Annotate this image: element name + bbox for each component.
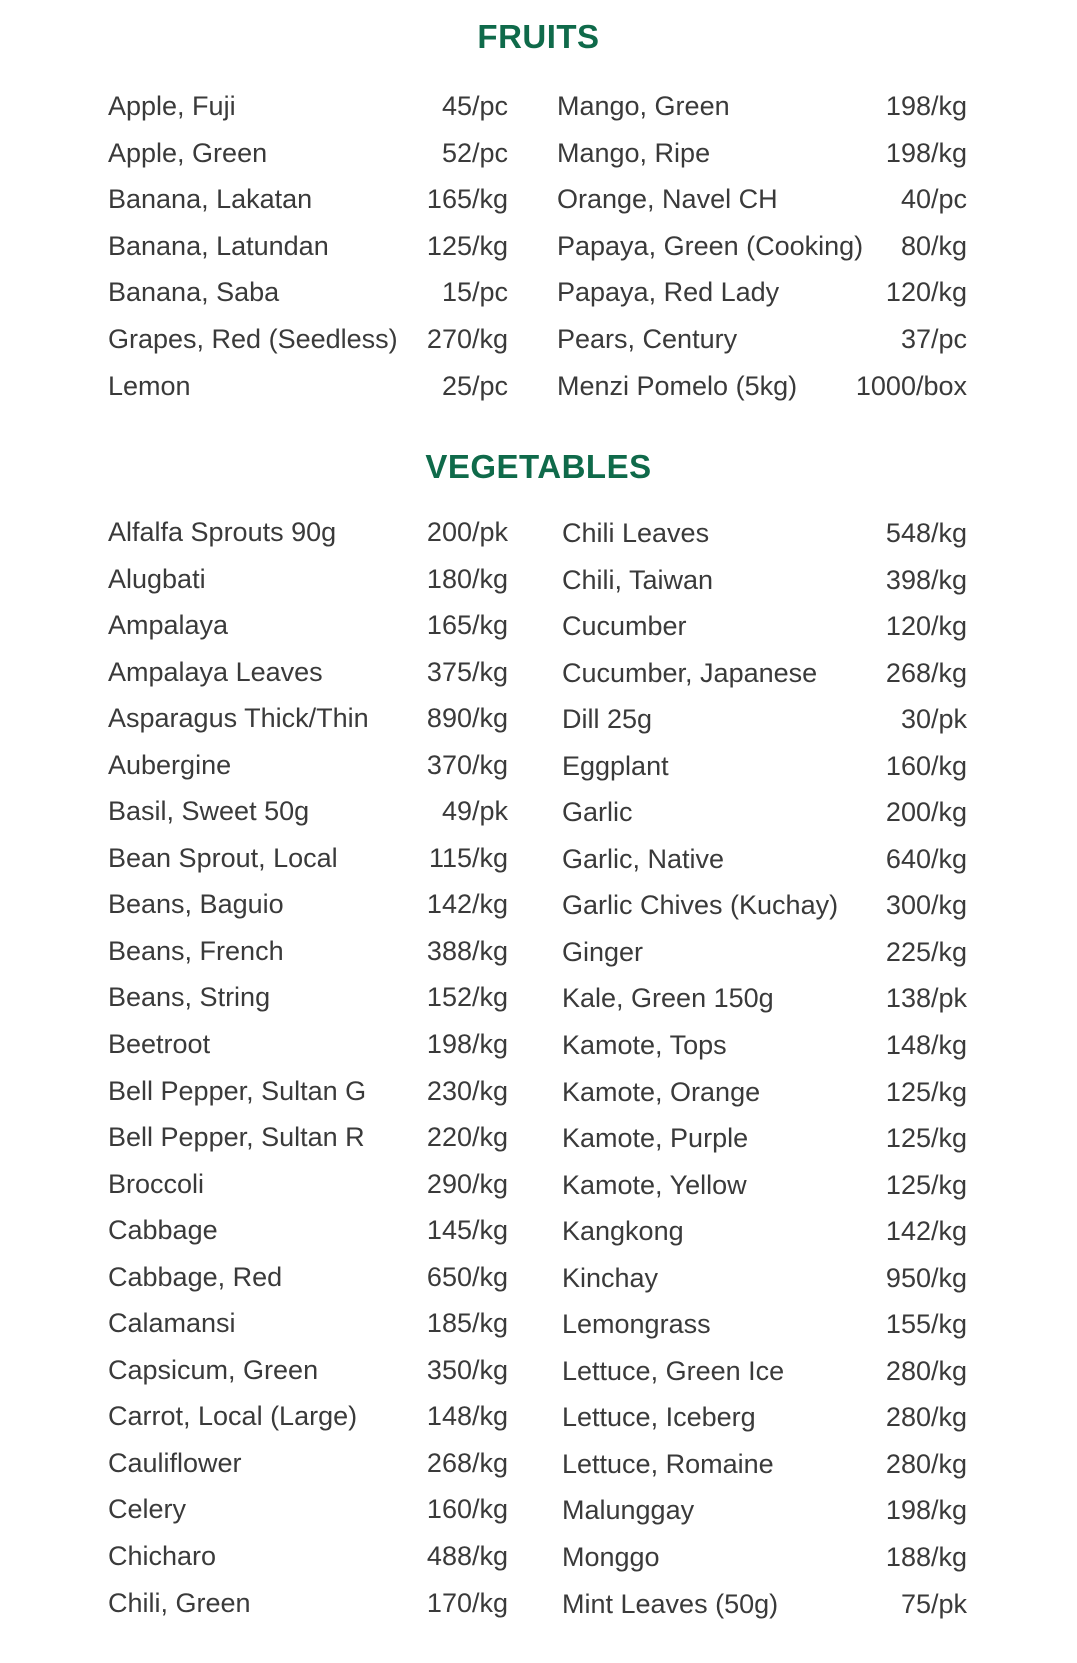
- item-price: 268/kg: [885, 657, 967, 688]
- price-row: [108, 363, 508, 410]
- item-price: 115/kg: [428, 842, 508, 873]
- item-price: 225/kg: [885, 936, 967, 967]
- vegetables-heading: VEGETABLES: [425, 448, 652, 485]
- item-price: 270/kg: [426, 323, 508, 354]
- price-row: [562, 789, 967, 836]
- item-price: 890/kg: [426, 703, 508, 734]
- item-name: Beans, Baguio: [108, 889, 284, 920]
- item-name: Beetroot: [108, 1029, 211, 1060]
- item-name: Chili, Green: [108, 1587, 251, 1618]
- item-name: Aubergine: [108, 749, 232, 780]
- price-row: [108, 269, 508, 316]
- item-price: 145/kg: [426, 1215, 508, 1246]
- item-price: 185/kg: [426, 1308, 508, 1339]
- item-price: 950/kg: [885, 1262, 967, 1293]
- item-name: Chili, Taiwan: [562, 564, 714, 595]
- price-row: [562, 1162, 967, 1209]
- price-row: [562, 603, 967, 650]
- item-name: Garlic Chives (Kuchay): [562, 890, 839, 921]
- item-name: Broccoli: [108, 1168, 205, 1199]
- price-row: [562, 1208, 967, 1255]
- item-name: Lettuce, Green Ice: [562, 1355, 785, 1386]
- item-price: 80/kg: [900, 230, 967, 261]
- price-row: [562, 1255, 967, 1302]
- item-name: Menzi Pomelo (5kg): [557, 370, 798, 401]
- price-row: [108, 223, 508, 270]
- price-row: [108, 1440, 508, 1487]
- item-name: Lettuce, Iceberg: [562, 1402, 756, 1433]
- price-row: [562, 929, 967, 976]
- item-price: 398/kg: [885, 564, 967, 595]
- item-price: 152/kg: [426, 982, 508, 1013]
- item-name: Cabbage, Red: [108, 1261, 283, 1292]
- item-name: Banana, Saba: [108, 277, 280, 308]
- item-price: 45/pc: [441, 91, 508, 121]
- item-name: Kamote, Tops: [562, 1030, 727, 1061]
- item-price: 142/kg: [885, 1216, 967, 1247]
- item-price: 230/kg: [426, 1075, 508, 1106]
- item-price: 160/kg: [426, 1494, 508, 1525]
- item-name: Bell Pepper, Sultan G: [108, 1075, 367, 1106]
- item-price: 52/pc: [441, 137, 508, 168]
- item-name: Mango, Green: [557, 91, 730, 121]
- item-price: 40/pc: [900, 184, 967, 215]
- price-row: [108, 83, 508, 130]
- item-price: 488/kg: [426, 1541, 508, 1572]
- item-name: Capsicum, Green: [108, 1354, 319, 1385]
- price-row: [108, 881, 508, 928]
- item-name: Kamote, Purple: [562, 1123, 749, 1154]
- item-name: Carrot, Local (Large): [108, 1401, 358, 1432]
- price-row: [562, 1487, 967, 1534]
- item-price: 350/kg: [426, 1354, 508, 1385]
- item-price: 200/pk: [426, 517, 508, 547]
- item-name: Cabbage: [108, 1215, 218, 1246]
- fruits-list-left: [108, 83, 508, 409]
- item-price: 180/kg: [426, 563, 508, 594]
- item-name: Mango, Ripe: [557, 137, 711, 168]
- item-price: 200/kg: [885, 797, 967, 828]
- item-name: Cucumber: [562, 611, 687, 642]
- item-name: Cauliflower: [108, 1447, 242, 1478]
- item-name: Eggplant: [562, 750, 669, 781]
- item-name: Kamote, Yellow: [562, 1169, 747, 1200]
- item-price: 650/kg: [426, 1261, 508, 1292]
- item-name: Asparagus Thick/Thin: [108, 703, 369, 734]
- price-row: [562, 557, 967, 604]
- price-row: [562, 836, 967, 883]
- price-row: [557, 363, 967, 410]
- item-price: 1000/box: [855, 370, 967, 401]
- price-row: [108, 1580, 508, 1627]
- price-row: [562, 1022, 967, 1069]
- item-name: Beans, French: [108, 935, 284, 966]
- price-row: [108, 509, 508, 556]
- item-price: 220/kg: [426, 1122, 508, 1153]
- price-row: [562, 975, 967, 1022]
- item-name: Ginger: [562, 936, 644, 967]
- item-name: Cucumber, Japanese: [562, 657, 818, 688]
- price-row: [108, 1021, 508, 1068]
- item-name: Orange, Navel CH: [557, 184, 778, 215]
- price-row: [562, 1069, 967, 1116]
- item-name: Alugbati: [108, 563, 206, 594]
- price-row: [108, 1207, 508, 1254]
- item-price: 49/pk: [441, 796, 508, 827]
- item-price: 548/kg: [885, 518, 967, 548]
- price-row: [562, 1441, 967, 1488]
- item-price: 155/kg: [885, 1309, 967, 1340]
- item-name: Lemon: [108, 370, 191, 401]
- price-row: [108, 1161, 508, 1208]
- item-name: Mint Leaves (50g): [562, 1588, 779, 1619]
- price-row: [562, 1394, 967, 1441]
- price-row: [108, 130, 508, 177]
- item-price: 198/kg: [885, 1495, 967, 1526]
- item-price: 125/kg: [885, 1123, 967, 1154]
- item-name: Papaya, Red Lady: [557, 277, 780, 308]
- item-name: Beans, String: [108, 982, 271, 1013]
- item-price: 120/kg: [885, 611, 967, 642]
- item-name: Apple, Green: [108, 137, 268, 168]
- item-name: Papaya, Green (Cooking): [557, 230, 864, 261]
- item-name: Ampalaya Leaves: [108, 656, 323, 687]
- price-row: [108, 928, 508, 975]
- item-price: 142/kg: [426, 889, 508, 920]
- item-name: Ampalaya: [108, 610, 229, 641]
- item-name: Basil, Sweet 50g: [108, 796, 310, 827]
- price-row: [108, 1068, 508, 1115]
- item-name: Lemongrass: [562, 1309, 711, 1340]
- price-row: [108, 316, 508, 363]
- item-price: 375/kg: [426, 656, 508, 687]
- item-name: Bean Sprout, Local: [108, 842, 338, 873]
- item-price: 640/kg: [885, 843, 967, 874]
- item-price: 280/kg: [885, 1355, 967, 1386]
- price-row: [108, 176, 508, 223]
- item-name: Bell Pepper, Sultan R: [108, 1122, 365, 1153]
- item-price: 15/pc: [441, 277, 508, 308]
- vegetables-list-left: [108, 509, 508, 1626]
- item-price: 268/kg: [426, 1447, 508, 1478]
- item-price: 388/kg: [426, 935, 508, 966]
- price-row: [108, 1393, 508, 1440]
- item-name: Banana, Latundan: [108, 230, 329, 261]
- item-price: 198/kg: [885, 137, 967, 168]
- item-name: Kinchay: [562, 1262, 659, 1293]
- price-row: [557, 83, 967, 130]
- price-row: [562, 743, 967, 790]
- item-name: Calamansi: [108, 1308, 236, 1339]
- item-price: 75/pk: [900, 1588, 967, 1619]
- item-price: 290/kg: [426, 1168, 508, 1199]
- item-price: 165/kg: [426, 184, 508, 215]
- item-name: Kangkong: [562, 1216, 684, 1247]
- item-price: 160/kg: [885, 750, 967, 781]
- price-row: [562, 1301, 967, 1348]
- item-name: Kamote, Orange: [562, 1076, 761, 1107]
- vegetables-list-right: [562, 510, 967, 1627]
- item-name: Celery: [108, 1494, 187, 1525]
- item-price: 125/kg: [885, 1076, 967, 1107]
- item-price: 280/kg: [885, 1402, 967, 1433]
- item-price: 280/kg: [885, 1448, 967, 1479]
- item-price: 198/kg: [426, 1029, 508, 1060]
- fruits-list-right: [557, 83, 967, 409]
- item-name: Monggo: [562, 1542, 660, 1573]
- item-name: Chili Leaves: [562, 518, 710, 548]
- item-price: 170/kg: [426, 1587, 508, 1618]
- item-name: Alfalfa Sprouts 90g: [108, 517, 337, 547]
- price-row: [557, 130, 967, 177]
- item-name: Chicharo: [108, 1541, 217, 1572]
- item-name: Garlic, Native: [562, 843, 725, 874]
- price-row: [562, 1348, 967, 1395]
- price-row: [108, 695, 508, 742]
- item-name: Grapes, Red (Seedless): [108, 323, 398, 354]
- price-row: [562, 882, 967, 929]
- item-name: Garlic: [562, 797, 633, 828]
- price-row: [557, 223, 967, 270]
- price-row: [108, 1486, 508, 1533]
- price-row: [557, 269, 967, 316]
- price-row: [562, 1115, 967, 1162]
- item-name: Pears, Century: [557, 323, 738, 354]
- item-price: 165/kg: [426, 610, 508, 641]
- item-price: 125/kg: [885, 1169, 967, 1200]
- item-price: 125/kg: [426, 230, 508, 261]
- price-row: [557, 176, 967, 223]
- item-name: Apple, Fuji: [108, 91, 236, 121]
- price-row: [108, 649, 508, 696]
- price-row: [108, 1254, 508, 1301]
- price-row: [108, 974, 508, 1021]
- item-price: 30/pk: [900, 704, 967, 735]
- item-name: Banana, Lakatan: [108, 184, 313, 215]
- item-price: 370/kg: [426, 749, 508, 780]
- price-row: [562, 650, 967, 697]
- item-price: 37/pc: [900, 323, 967, 354]
- price-row: [562, 1581, 967, 1628]
- price-row: [557, 316, 967, 363]
- item-price: 25/pc: [441, 370, 508, 401]
- item-price: 138/pk: [885, 983, 967, 1014]
- item-price: 148/kg: [426, 1401, 508, 1432]
- price-row: [108, 1300, 508, 1347]
- item-price: 300/kg: [885, 890, 967, 921]
- item-price: 188/kg: [885, 1542, 967, 1573]
- item-name: Lettuce, Romaine: [562, 1448, 774, 1479]
- item-name: Kale, Green 150g: [562, 983, 774, 1014]
- price-row: [108, 835, 508, 882]
- item-name: Malunggay: [562, 1495, 695, 1526]
- price-row: [108, 556, 508, 603]
- price-row: [562, 696, 967, 743]
- price-row: [108, 1114, 508, 1161]
- price-row: [108, 1533, 508, 1580]
- price-row: [108, 1347, 508, 1394]
- price-row: [108, 602, 508, 649]
- item-price: 148/kg: [885, 1030, 967, 1061]
- item-price: 120/kg: [885, 277, 967, 308]
- price-row: [108, 742, 508, 789]
- price-row: [562, 510, 967, 557]
- price-row: [562, 1534, 967, 1581]
- item-price: 198/kg: [885, 91, 967, 121]
- price-row: [108, 788, 508, 835]
- item-name: Dill 25g: [562, 704, 653, 735]
- fruits-heading: FRUITS: [477, 18, 600, 55]
